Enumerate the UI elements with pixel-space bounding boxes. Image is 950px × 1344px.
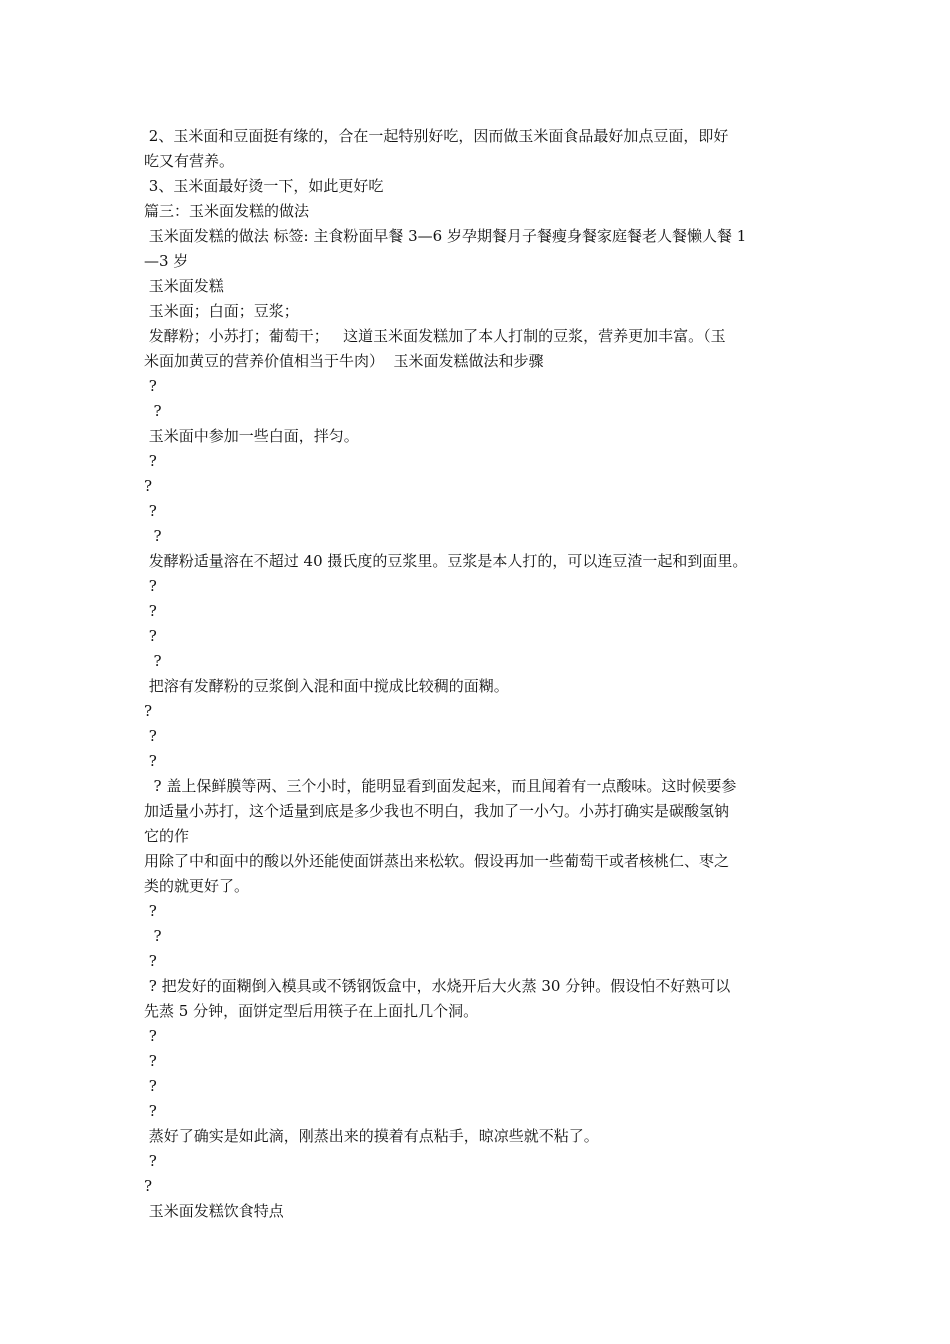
text-line: 蒸好了确实是如此滴，刚蒸出来的摸着有点粘手，晾凉些就不粘了。: [144, 1127, 599, 1145]
text-line: ?: [144, 1152, 157, 1170]
text-line: 发酵粉适量溶在不超过 40 摄氏度的豆浆里。豆浆是本人打的，可以连豆渣一起和到面里。: [144, 552, 748, 570]
text-line: ?: [144, 1177, 153, 1195]
text-line: ?: [144, 1027, 157, 1045]
text-line: 玉米面中参加一些白面，拌匀。: [144, 427, 359, 445]
text-line: ?: [144, 577, 157, 595]
text-line: ?: [144, 1102, 157, 1120]
text-line: ?: [144, 1052, 157, 1070]
text-line: 类的就更好了。: [144, 877, 250, 895]
text-line: ? 把发好的面糊倒入模具或不锈钢饭盒中，水烧开后大火蒸 30 分钟。假设怕不好熟可以: [144, 977, 731, 995]
text-line: ?: [144, 477, 153, 495]
text-line: 用除了中和面中的酸以外还能使面饼蒸出来松软。假设再加一些葡萄干或者核桃仁、枣之: [144, 852, 730, 870]
text-line: 把溶有发酵粉的豆浆倒入混和面中搅成比较稠的面糊。: [144, 677, 509, 695]
text-line: 发酵粉；小苏打；葡萄干； 这道玉米面发糕加了本人打制的豆浆，营养更加丰富。（玉: [144, 327, 726, 345]
text-line: 米面加黄豆的营养价值相当于牛肉） 玉米面发糕做法和步骤: [144, 352, 544, 370]
text-line: —3 岁: [144, 252, 189, 270]
text-line: ?: [144, 452, 157, 470]
text-line: 它的作: [144, 827, 190, 845]
text-line: ?: [144, 952, 157, 970]
text-line: ?: [144, 727, 157, 745]
text-line: 玉米面发糕的做法 标签: 主食粉面早餐 3—6 岁孕期餐月子餐瘦身餐家庭餐老人餐懒人餐 1: [144, 227, 747, 245]
text-line: ?: [144, 927, 162, 945]
text-line: 加适量小苏打，这个适量到底是多少我也不明白，我加了一小勺。小苏打确实是碳酸氢钠: [144, 802, 730, 820]
text-line: ?: [144, 752, 157, 770]
text-line: ?: [144, 902, 157, 920]
text-line: ?: [144, 702, 153, 720]
text-line: 玉米面发糕: [144, 277, 224, 295]
text-line: 玉米面发糕饮食特点: [144, 1202, 284, 1220]
text-line: 先蒸 5 分钟，面饼定型后用筷子在上面扎几个洞。: [144, 1002, 479, 1020]
document-body: [144, 124, 810, 1224]
text-line: 篇三：玉米面发糕的做法: [144, 202, 310, 220]
text-line: 吃又有营养。: [144, 152, 235, 170]
text-line: ?: [144, 402, 162, 420]
text-line: ?: [144, 627, 157, 645]
text-line: ?: [144, 377, 157, 395]
text-line: ?: [144, 652, 162, 670]
text-line: 3、玉米面最好烫一下，如此更好吃: [144, 177, 384, 195]
text-line: ?: [144, 527, 162, 545]
text-line: 2、玉米面和豆面挺有缘的，合在一起特别好吃，因而做玉米面食品最好加点豆面，即好: [144, 127, 729, 145]
text-line: ?: [144, 1077, 157, 1095]
text-line: 玉米面；白面；豆浆；: [144, 302, 299, 320]
text-line: ?: [144, 502, 157, 520]
text-line: ?: [144, 602, 157, 620]
text-line: ? 盖上保鲜膜等两、三个小时，能明显看到面发起来，而且闻着有一点酸味。这时候要参: [144, 777, 737, 795]
